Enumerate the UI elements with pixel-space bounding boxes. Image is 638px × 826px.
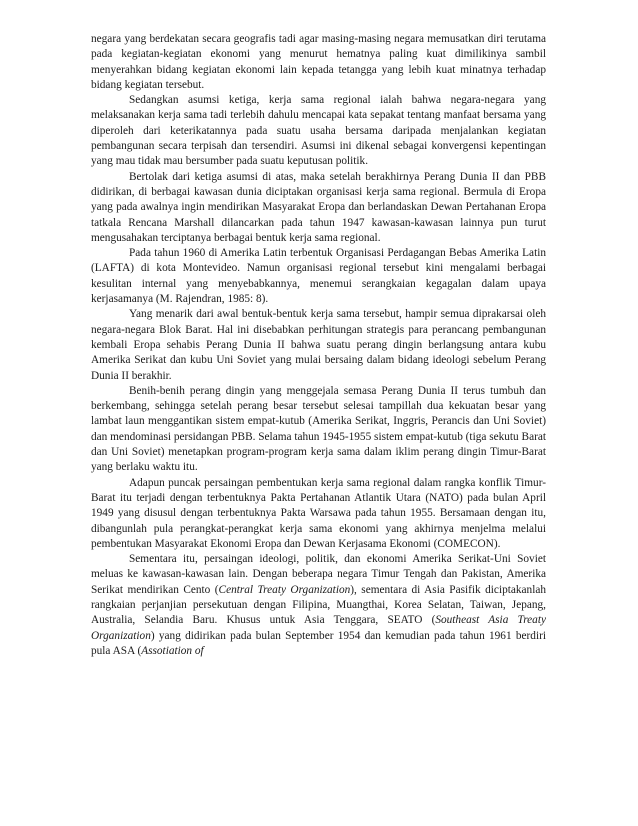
document-page <box>91 32 546 659</box>
paragraph-text: Sedangkan asumsi ketiga, kerja sama regional ialah bahwa negara-negara yang melaksanakan kerja sama tadi terlebih dahulu mencapai kata sepakat tentang manfaat bersama yang diperoleh dari keterikatannya pada suatu usaha bersama daripada menjalankan kegiatan pembangunan secara terpisah dan tersendiri. Asumsi ini dikenal sebagai konvergensi kepentingan yang mau tidak mau bersumber pada suatu keputusan politik. <box>91 94 546 168</box>
paragraph-5 <box>91 307 546 383</box>
paragraph-8 <box>91 552 546 659</box>
italic-term: Central Treaty Organization <box>218 583 351 596</box>
paragraph-6 <box>91 384 546 476</box>
italic-term: Assotiation of <box>141 644 204 657</box>
paragraph-4 <box>91 246 546 307</box>
paragraph-text: Yang menarik dari awal bentuk-bentuk kerja sama tersebut, hampir semua diprakarsai oleh negara-negara Blok Barat. Hal ini disebabkan perhitungan strategis para perancang pembangunan kembali Eropa sehabis Perang Dunia II bahwa suatu perang dingin berlangsung antara kubu Amerika Serikat dan kubu Uni Soviet yang mulai bersaing dalam bidang ideologi sebelum Perang Dunia II berakhir. <box>91 308 546 382</box>
paragraph-text: negara yang berdekatan secara geografis tadi agar masing-masing negara memusatkan diri terutama pada kegiatan-kegiatan ekonomi yang menurut hematnya paling kuat dimilikinya sambil menyerahkan bidang kegiatan ekonomi lain kepada tetangga yang lebih kuat minatnya terhadap bidang kegiatan tersebut. <box>91 33 546 91</box>
paragraph-text: Adapun puncak persaingan pembentukan kerja sama regional dalam rangka konflik Timur-Barat itu terjadi dengan terbentuknya Pakta Pertahanan Atlantik Utara (NATO) pada bulan April 1949 yang disusul dengan terbentuknya Pakta Warsawa pada tahun 1955. Bersamaan dengan itu, dibangunlah pula perangkat-perangkat kerja sama ekonomi yang akhirnya menjelma melalui pembentukan Masyarakat Ekonomi Eropa dan Dewan Kerjasama Ekonomi (COMECON). <box>91 476 546 550</box>
paragraph-text: ) yang didirikan pada bulan September 1954 dan kemudian pada tahun 1961 berdiri pula ASA ( <box>91 629 546 657</box>
paragraph-text: Bertolak dari ketiga asumsi di atas, maka setelah berakhirnya Perang Dunia II dan PBB didirikan, di berbagai kawasan dunia diciptakan organisasi kerja sama regional. Bermula di Eropa yang pada awalnya ingin mendirikan Masyarakat Eropa dan berlandaskan Dewan Pertahanan Eropa tatkala Rencana Marshall dilancarkan pada tahun 1947 kawasan-kawasan lainnya pun turut mengusahakan terciptanya berbagai bentuk kerja sama regional. <box>91 170 546 244</box>
paragraph-1 <box>91 32 546 93</box>
paragraph-2 <box>91 93 546 169</box>
paragraph-text: Sementara itu, persaingan ideologi, politik, dan ekonomi Amerika Serikat-Uni Soviet meluas ke kawasan-kawasan lain. Dengan beberapa negara Timur Tengah dan Pakistan, Amerika Serikat mendirikan Cento ( <box>91 553 546 596</box>
paragraph-text: Pada tahun 1960 di Amerika Latin terbentuk Organisasi Perdagangan Bebas Amerika Latin (LAFTA) di kota Montevideo. Namun organisasi regional tersebut kini mengalami berbagai kesulitan internal yang menyebabkannya, menemui serangkaian kegagalan dalam upaya kerjasamanya (M. Rajendran, 1985: 8). <box>91 247 546 306</box>
italic-term: Southeast Asia Treaty Organization <box>91 614 546 642</box>
paragraph-text: Benih-benih perang dingin yang menggejala semasa Perang Dunia II terus tumbuh dan berkembang, sehingga setelah perang besar tersebut selesai tampillah dua kekuatan besar yang lambat laun menggantikan sistem empat-kutub (Amerika Serikat, Inggris, Perancis dan Uni Soviet) dan mendominasi persidangan PBB. Selama tahun 1945-1955 sistem empat-kutub (tiga sekutu Barat dan Uni Soviet) menetapkan program-program kerja sama dalam iklim perang dingin Timur-Barat yang berlaku waktu itu. <box>91 384 546 474</box>
paragraph-text: ), sementara di Asia Pasifik diciptakanlah rangkaian perjanjian persekutuan dengan Filipina, Muangthai, Korea Selatan, Taiwan, Jepang, Australia, Selandia Baru. Khusus untuk Asia Tenggara, SEATO ( <box>91 583 546 627</box>
paragraph-3 <box>91 170 546 246</box>
paragraph-7 <box>91 476 546 552</box>
